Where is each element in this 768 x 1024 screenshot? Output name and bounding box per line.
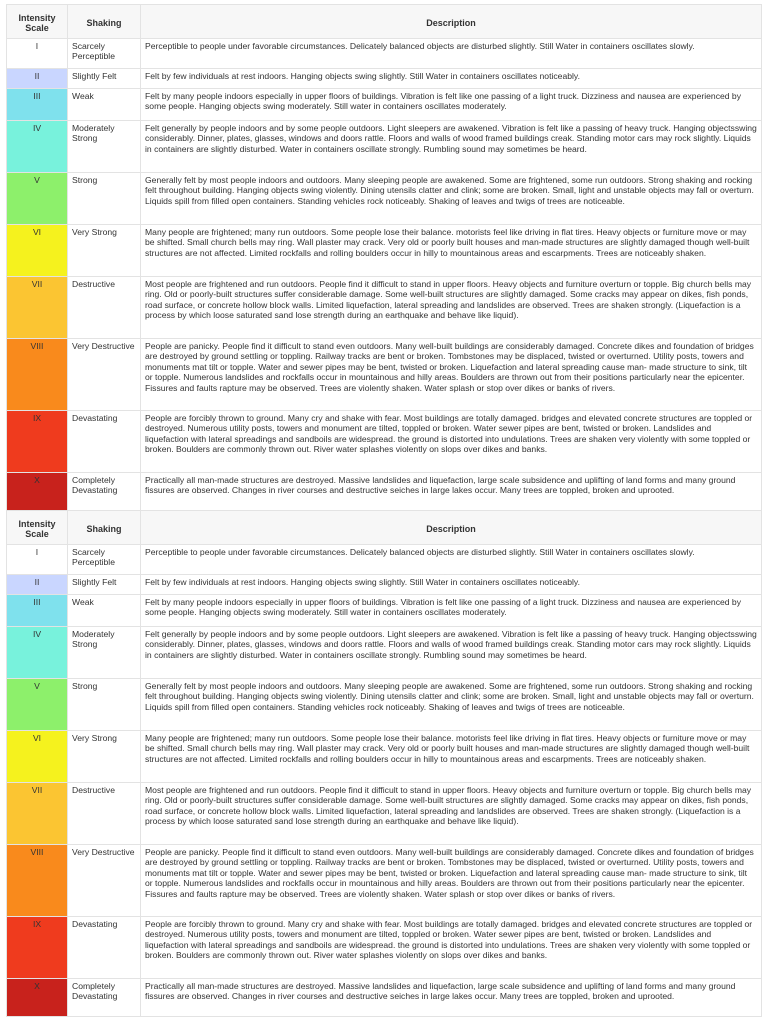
description-cell: Felt by many people indoors especially in upper floors of buildings. Vibration is felt like one passing of a light truck. Dizziness and nausea are experienced by some people. Hanging objects swing moderately. Still water in containers oscillates moderately.: [141, 89, 762, 121]
intensity-scale-cell: I: [7, 39, 68, 69]
table-row: [7, 917, 762, 979]
description-cell: Most people are frightened and run outdoors. People find it difficult to stand in upper floors. Heavy objects and furniture overturn or topple. Big church bells may ring. Old or poorly-built structures suffer considerable damage. Some well-built structures are slightly damaged. Some cracks may appear on dikes, fish ponds, road surface, or concrete hollow block walls. Limited liquefaction, lateral spreading and landslides are observed. Trees are shaken strongly. (Liquefaction is a process by which loose saturated sand lose strength during an earthquake and behave like liquid).: [141, 783, 762, 845]
intensity-scale-cell: III: [7, 89, 68, 121]
intensity-scale-cell: X: [7, 979, 68, 1017]
description-cell: Generally felt by most people indoors and outdoors. Many sleeping people are awakened. Some are frightened, some run outdoors. Strong shaking and rocking felt throughout building. Hanging objects swing violently. Dining utensils clatter and clink; some are broken. Small, light and unstable objects may fall or overturn. Liquids spill from filled open containers. Standing vehicles rock noticeably. Shaking of leaves and twigs of trees are noticeable.: [141, 173, 762, 225]
table-header-row: [7, 511, 762, 545]
description-cell: Felt generally by people indoors and by some people outdoors. Light sleepers are awakened. Vibration is felt like a passing of heavy truck. Hanging objectsswing considerably. Dinner, plates, glasses, windows and doors rattle. Floors and walls of wood framed buildings creak. Standing motor cars may rock slightly. Liquids in containers are slightly disturbed. Water in containers oscillate strongly. Rumbling sound may sometimes be heard.: [141, 121, 762, 173]
shaking-cell: Scarcely Perceptible: [68, 39, 141, 69]
shaking-cell: Weak: [68, 89, 141, 121]
intensity-scale-cell: VII: [7, 277, 68, 339]
shaking-cell: Completely Devastating: [68, 979, 141, 1017]
table-row: [7, 69, 762, 89]
table-row: [7, 575, 762, 595]
shaking-cell: Very Strong: [68, 225, 141, 277]
intensity-scale-cell: VIII: [7, 339, 68, 411]
intensity-scale-cell: III: [7, 595, 68, 627]
shaking-cell: Strong: [68, 173, 141, 225]
intensity-scale-cell: V: [7, 679, 68, 731]
shaking-cell: Destructive: [68, 277, 141, 339]
description-cell: Perceptible to people under favorable circumstances. Delicately balanced objects are disturbed slightly. Still Water in containers oscillates slowly.: [141, 39, 762, 69]
shaking-cell: Devastating: [68, 411, 141, 473]
shaking-cell: Weak: [68, 595, 141, 627]
table-row: [7, 121, 762, 173]
intensity-scale-cell: VI: [7, 225, 68, 277]
table-row: [7, 783, 762, 845]
header-description: Description: [141, 511, 762, 545]
shaking-cell: Scarcely Perceptible: [68, 545, 141, 575]
table-row: [7, 545, 762, 575]
intensity-scale-cell: II: [7, 575, 68, 595]
header-intensity-scale: Intensity Scale: [7, 5, 68, 39]
table-row: [7, 473, 762, 511]
table-row: [7, 411, 762, 473]
table-row: [7, 595, 762, 627]
description-cell: People are panicky. People find it difficult to stand even outdoors. Many well-built buildings are considerably damaged. Concrete dikes and foundation of bridges are destroyed by ground settling or toppling. Railway tracks are bent or broken. Tombstones may be displaced, twisted or overturned. Utility posts, towers and monuments mat tilt or topple. Water and sewer pipes may be bent, twisted or broken. Liquefaction and lateral spreading cause man- made structure to sink, tilt or topple. Numerous landslides and rockfalls occur in mountainous and hilly areas. Boulders are thrown out from their positions particularly near the epicenter. Fissures and faults rapture may be observed. Trees are violently shaken. Water splash or stop over dikes or banks of rivers.: [141, 845, 762, 917]
table-row: [7, 627, 762, 679]
description-cell: Felt by few individuals at rest indoors. Hanging objects swing slightly. Still Water in containers oscillates noticeably.: [141, 69, 762, 89]
description-cell: Practically all man-made structures are destroyed. Massive landslides and liquefaction, large scale subsidence and uplifting of land forms and many ground fissures are observed. Changes in river courses and destructive seiches in large lakes occur. Many trees are toppled, broken and uprooted.: [141, 473, 762, 511]
intensity-scale-cell: VII: [7, 783, 68, 845]
table-header-row: [7, 5, 762, 39]
shaking-cell: Strong: [68, 679, 141, 731]
intensity-scale-cell: I: [7, 545, 68, 575]
shaking-cell: Slightly Felt: [68, 69, 141, 89]
description-cell: Many people are frightened; many run outdoors. Some people lose their balance. motorists feel like driving in flat tires. Heavy objects or furniture move or may be shifted. Small church bells may ring. Wall plaster may crack. Very old or poorly built houses and man-made structures are slightly damaged though well-built structures are not affected. Limited rockfalls and rolling boulders occur in hilly to mountainous areas and escarpments. Trees are noticeably shaken.: [141, 731, 762, 783]
table-row: [7, 39, 762, 69]
intensity-scale-cell: X: [7, 473, 68, 511]
header-description: Description: [141, 5, 762, 39]
shaking-cell: Devastating: [68, 917, 141, 979]
intensity-scale-cell: V: [7, 173, 68, 225]
description-cell: Perceptible to people under favorable circumstances. Delicately balanced objects are disturbed slightly. Still Water in containers oscillates slowly.: [141, 545, 762, 575]
intensity-scale-cell: II: [7, 69, 68, 89]
description-cell: Generally felt by most people indoors and outdoors. Many sleeping people are awakened. Some are frightened, some run outdoors. Strong shaking and rocking felt throughout building. Hanging objects swing violently. Dining utensils clatter and clink; some are broken. Small, light and unstable objects may fall or overturn. Liquids spill from filled open containers. Standing vehicles rock noticeably. Shaking of leaves and twigs of trees are noticeable.: [141, 679, 762, 731]
intensity-scale-cell: VIII: [7, 845, 68, 917]
intensity-scale-cell: IX: [7, 917, 68, 979]
description-cell: People are forcibly thrown to ground. Many cry and shake with fear. Most buildings are totally damaged. bridges and elevated concrete structures are toppled or destroyed. Numerous utility posts, towers and monument are tilted, toppled or broken. Water sewer pipes are bent, twisted or broken. Landslides and liquefaction with lateral spreadings and sandboils are widespread. the ground is distorted into undulations. Trees are shaken very violently with some toppled or broken. Boulders are commonly thrown out. River water splashes violently on slops over dikes and banks.: [141, 411, 762, 473]
table-row: [7, 339, 762, 411]
shaking-cell: Very Destructive: [68, 845, 141, 917]
intensity-table-bottom: [6, 510, 762, 1017]
shaking-cell: Slightly Felt: [68, 575, 141, 595]
table-row: [7, 845, 762, 917]
table-row: [7, 89, 762, 121]
header-intensity-scale: Intensity Scale: [7, 511, 68, 545]
intensity-scale-cell: IV: [7, 121, 68, 173]
shaking-cell: Completely Devastating: [68, 473, 141, 511]
description-cell: Felt by few individuals at rest indoors. Hanging objects swing slightly. Still Water in containers oscillates noticeably.: [141, 575, 762, 595]
description-cell: Felt generally by people indoors and by some people outdoors. Light sleepers are awakened. Vibration is felt like a passing of heavy truck. Hanging objectsswing considerably. Dinner, plates, glasses, windows and doors rattle. Floors and walls of wood framed buildings creak. Standing motor cars may rock slightly. Liquids in containers are slightly disturbed. Water in containers oscillate strongly. Rumbling sound may sometimes be heard.: [141, 627, 762, 679]
intensity-scale-cell: IX: [7, 411, 68, 473]
table-row: [7, 225, 762, 277]
shaking-cell: Destructive: [68, 783, 141, 845]
intensity-scale-cell: VI: [7, 731, 68, 783]
description-cell: People are panicky. People find it difficult to stand even outdoors. Many well-built buildings are considerably damaged. Concrete dikes and foundation of bridges are destroyed by ground settling or toppling. Railway tracks are bent or broken. Tombstones may be displaced, twisted or overturned. Utility posts, towers and monuments mat tilt or topple. Water and sewer pipes may be bent, twisted or broken. Liquefaction and lateral spreading cause man- made structure to sink, tilt or topple. Numerous landslides and rockfalls occur in mountainous and hilly areas. Boulders are thrown out from their positions particularly near the epicenter. Fissures and faults rapture may be observed. Trees are violently shaken. Water splash or stop over dikes or banks of rivers.: [141, 339, 762, 411]
shaking-cell: Moderately Strong: [68, 627, 141, 679]
intensity-table-top: [6, 4, 762, 511]
header-shaking: Shaking: [68, 511, 141, 545]
table-row: [7, 679, 762, 731]
description-cell: Many people are frightened; many run outdoors. Some people lose their balance. motorists feel like driving in flat tires. Heavy objects or furniture move or may be shifted. Small church bells may ring. Wall plaster may crack. Very old or poorly built houses and man-made structures are slightly damaged though well-built structures are not affected. Limited rockfalls and rolling boulders occur in hilly to mountainous areas and escarpments. Trees are noticeably shaken.: [141, 225, 762, 277]
header-shaking: Shaking: [68, 5, 141, 39]
description-cell: Felt by many people indoors especially in upper floors of buildings. Vibration is felt like one passing of a light truck. Dizziness and nausea are experienced by some people. Hanging objects swing moderately. Still water in containers oscillates moderately.: [141, 595, 762, 627]
table-row: [7, 173, 762, 225]
shaking-cell: Moderately Strong: [68, 121, 141, 173]
description-cell: People are forcibly thrown to ground. Many cry and shake with fear. Most buildings are totally damaged. bridges and elevated concrete structures are toppled or destroyed. Numerous utility posts, towers and monument are tilted, toppled or broken. Water sewer pipes are bent, twisted or broken. Landslides and liquefaction with lateral spreadings and sandboils are widespread. the ground is distorted into undulations. Trees are shaken very violently with some toppled or broken. Boulders are commonly thrown out. River water splashes violently on slops over dikes and banks.: [141, 917, 762, 979]
intensity-scale-cell: IV: [7, 627, 68, 679]
shaking-cell: Very Strong: [68, 731, 141, 783]
table-row: [7, 277, 762, 339]
description-cell: Practically all man-made structures are destroyed. Massive landslides and liquefaction, large scale subsidence and uplifting of land forms and many ground fissures are observed. Changes in river courses and destructive seiches in large lakes occur. Many trees are toppled, broken and uprooted.: [141, 979, 762, 1017]
shaking-cell: Very Destructive: [68, 339, 141, 411]
table-row: [7, 979, 762, 1017]
description-cell: Most people are frightened and run outdoors. People find it difficult to stand in upper floors. Heavy objects and furniture overturn or topple. Big church bells may ring. Old or poorly-built structures suffer considerable damage. Some well-built structures are slightly damaged. Some cracks may appear on dikes, fish ponds, road surface, or concrete hollow block walls. Limited liquefaction, lateral spreading and landslides are observed. Trees are shaken strongly. (Liquefaction is a process by which loose saturated sand lose strength during an earthquake and behave like liquid).: [141, 277, 762, 339]
table-row: [7, 731, 762, 783]
